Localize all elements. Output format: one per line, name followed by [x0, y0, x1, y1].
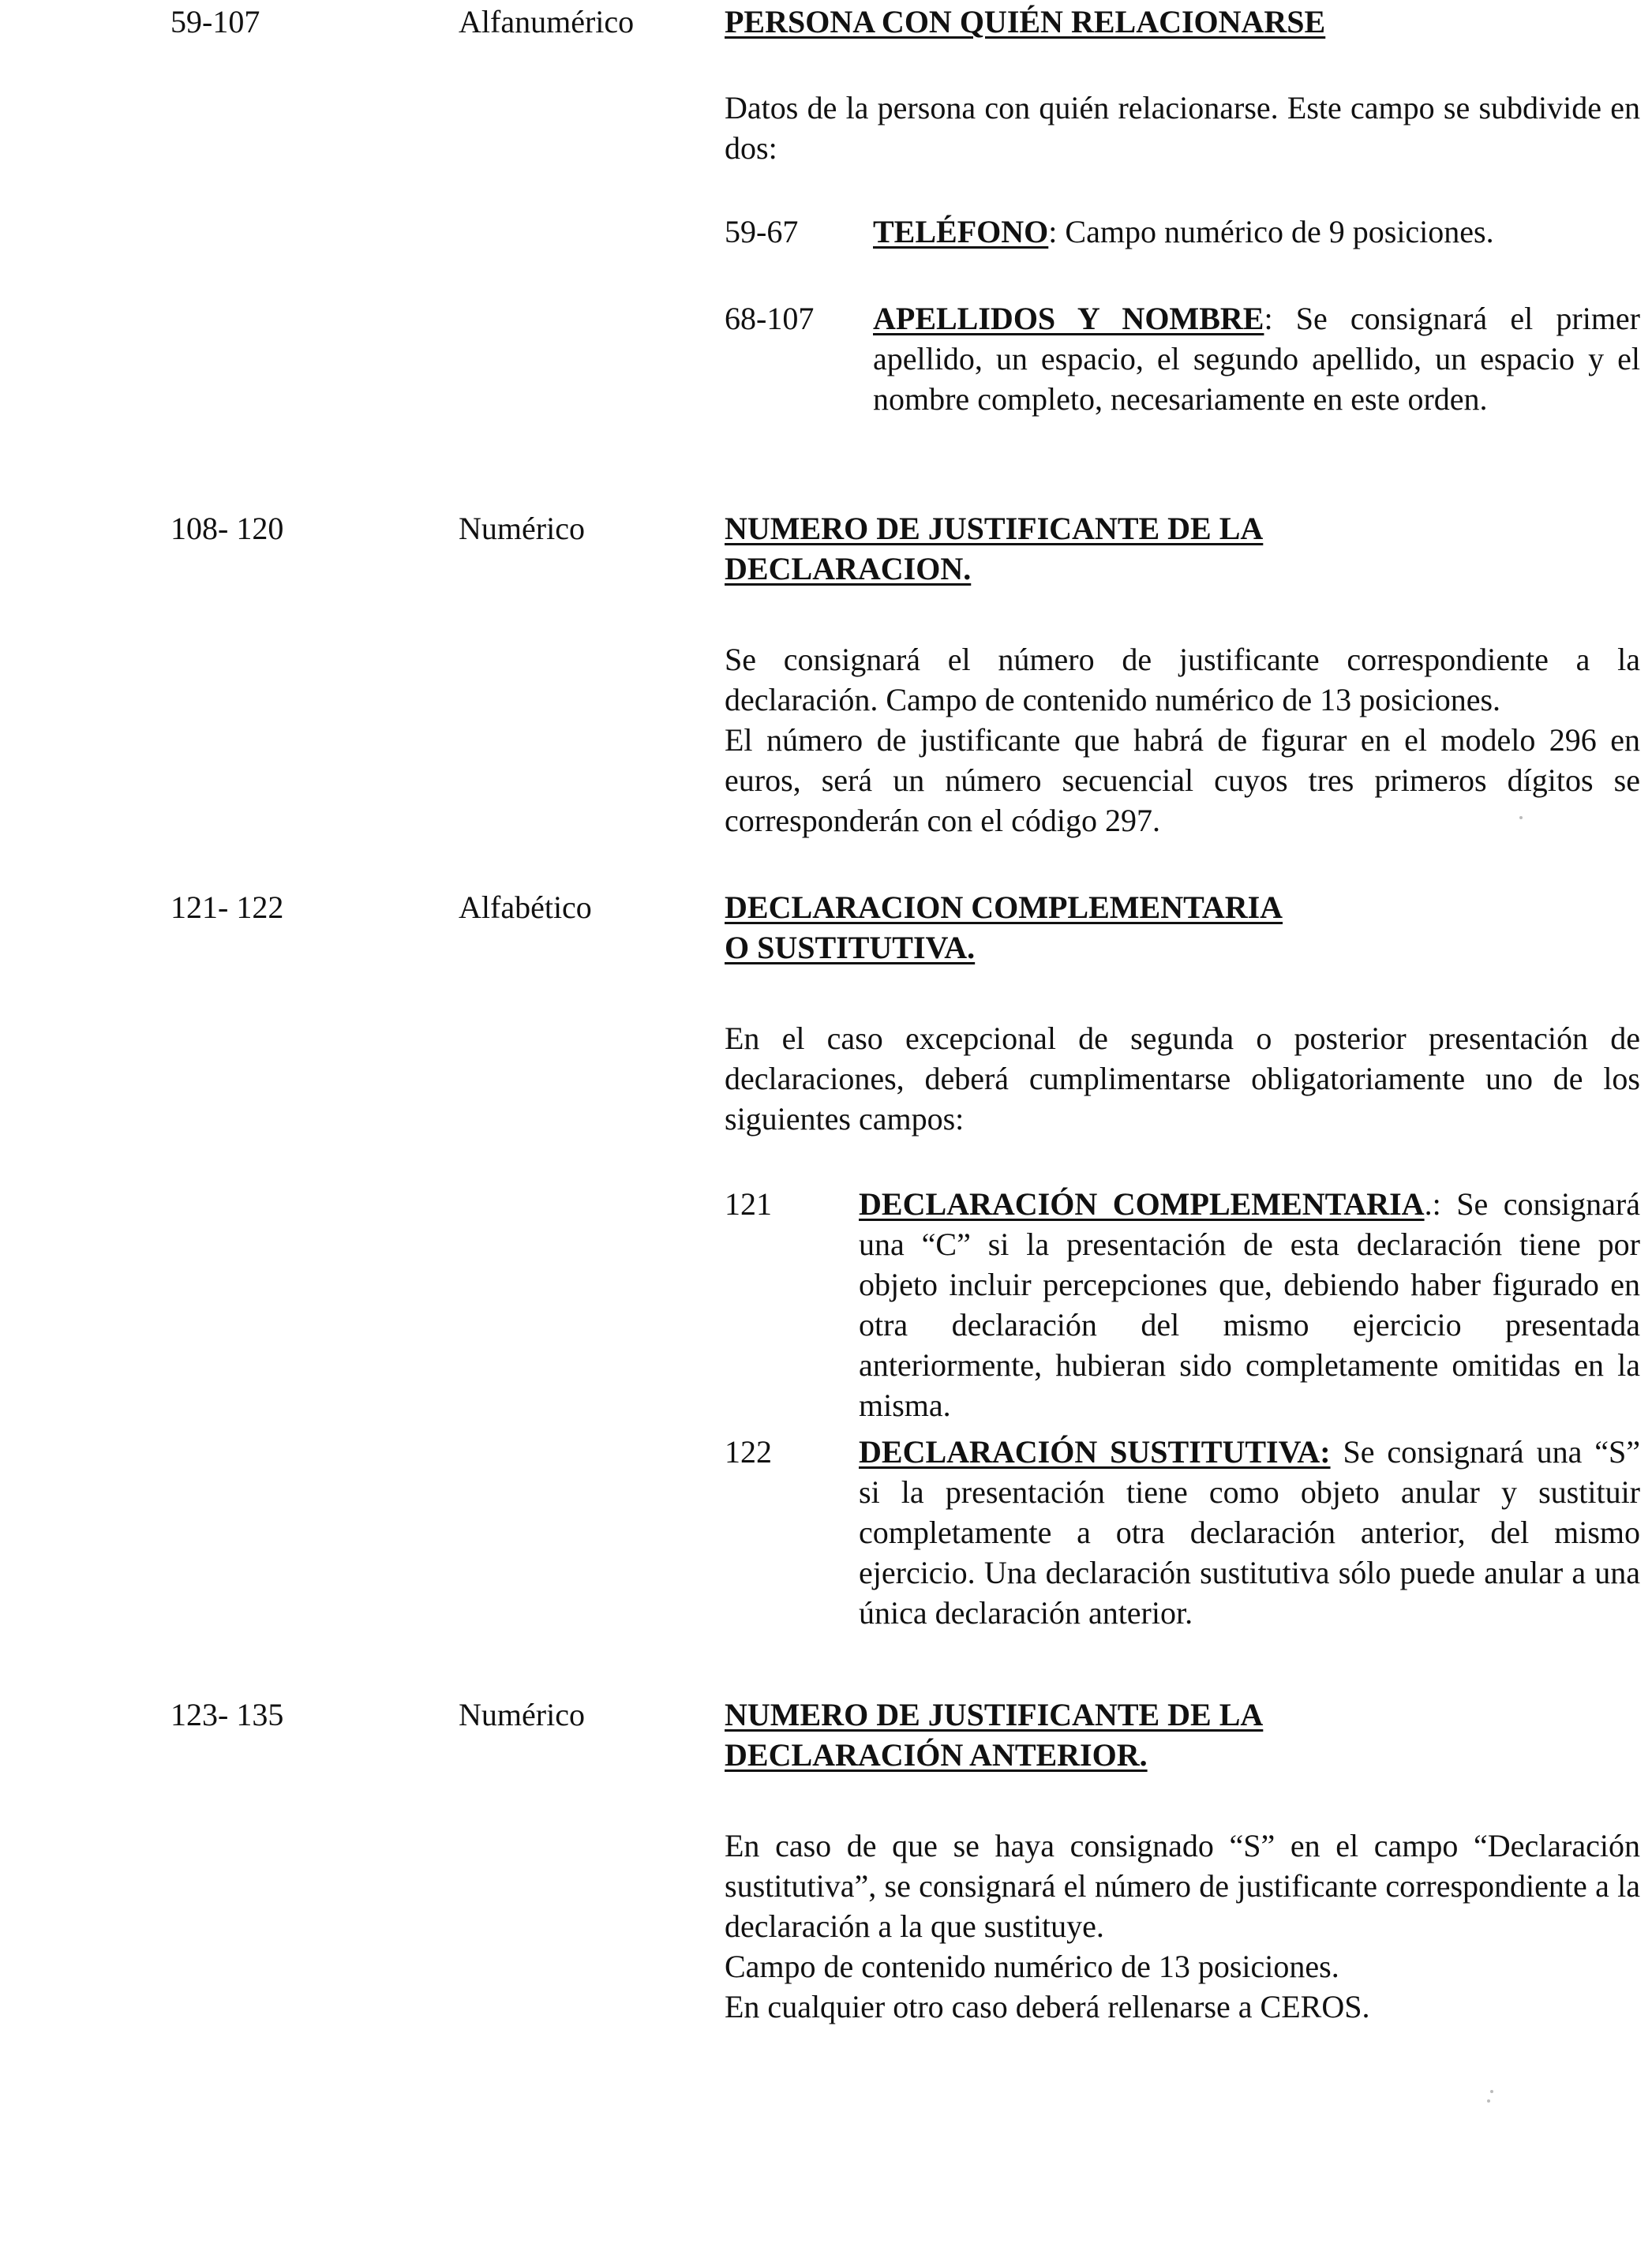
subfield-text: Se consignará el primer apellido, un espacio, el segundo apellido, un espacio y el nombre completo, necesariamente en este orden.	[873, 301, 1640, 417]
paragraph-line: El número de justificante que habrá de figurar en el modelo 296 en euros, será un número secuencial cuyos tres primeros dígitos se corresponderán con el código 297.	[725, 722, 1640, 838]
field-title-line: O SUSTITUTIVA.	[725, 930, 976, 965]
subfield-separator: :	[1264, 301, 1273, 336]
subfield-separator: .:	[1424, 1186, 1441, 1222]
field-title-line: NUMERO DE JUSTIFICANTE DE LA	[725, 1697, 1264, 1732]
field-type: Alfabético	[459, 889, 592, 925]
subfield-text: Se consignará una “S” si la presentación tiene como objeto anular y sustituir completamente a otra declaración anterior, del mismo ejercicio. Una declaración sustitutiva sólo puede anular a una única declaración anterior.	[859, 1434, 1640, 1631]
field-title	[725, 508, 1263, 589]
scan-speck	[1490, 2090, 1493, 2093]
subfield-code: 122	[725, 1434, 772, 1470]
field-type: Numérico	[459, 511, 585, 546]
scan-speck	[1487, 2099, 1490, 2103]
field-title-line: DECLARACION COMPLEMENTARIA	[725, 889, 1283, 925]
field-type: Numérico	[459, 1697, 585, 1732]
subfield-code: 59-67	[725, 214, 799, 249]
subfield-description	[859, 1184, 1640, 1425]
field-range: 121- 122	[170, 889, 284, 925]
subfield-description	[873, 212, 1640, 252]
field-description	[725, 639, 1640, 841]
field-range: 108- 120	[170, 511, 284, 546]
field-title-line: PERSONA CON QUIÉN RELACIONARSE	[725, 4, 1326, 39]
subfield-description	[873, 298, 1640, 419]
field-range: 123- 135	[170, 1697, 284, 1732]
field-range: 59-107	[170, 4, 260, 39]
paragraph-line: En caso de que se haya consignado “S” en el campo “Declaración sustitutiva”, se consignará el número de justificante correspondiente a la declaración a la que sustituye.	[725, 1828, 1640, 1944]
field-description	[725, 1826, 1640, 2027]
paragraph-line: En cualquier otro caso deberá rellenarse a CEROS.	[725, 1989, 1370, 2024]
subfield-label: DECLARACIÓN COMPLEMENTARIA	[859, 1186, 1425, 1222]
field-description: En el caso excepcional de segunda o posterior presentación de declaraciones, deberá cumplimentarse obligatoriamente uno de los siguientes campos:	[725, 1021, 1640, 1137]
paragraph-line: Se consignará el número de justificante correspondiente a la declaración. Campo de contenido numérico de 13 posiciones.	[725, 642, 1640, 717]
field-title-line: NUMERO DE JUSTIFICANTE DE LA	[725, 511, 1264, 546]
field-description: Datos de la persona con quién relacionarse. Este campo se subdivide en dos:	[725, 90, 1640, 166]
field-type: Alfanumérico	[459, 4, 635, 39]
subfield-label: APELLIDOS Y NOMBRE	[873, 301, 1264, 336]
subfield-label: TELÉFONO	[873, 214, 1049, 249]
field-title	[725, 2, 1325, 42]
paragraph-line: Campo de contenido numérico de 13 posiciones.	[725, 1949, 1339, 1984]
field-title-line: DECLARACION.	[725, 551, 972, 586]
subfield-separator: :	[1048, 214, 1058, 249]
subfield-text: Se consignará una “C” si la presentación de esta declaración tiene por objeto incluir percepciones que, debiendo haber figurado en otra declaración del mismo ejercicio presentada anteriormente, hubieran sido completamente omitidas en la misma.	[859, 1186, 1640, 1423]
subfield-text: Campo numérico de 9 posiciones.	[1057, 214, 1494, 249]
subfield-label: DECLARACIÓN SUSTITUTIVA:	[859, 1434, 1331, 1470]
field-title-line: DECLARACIÓN ANTERIOR.	[725, 1737, 1148, 1773]
scan-speck	[1519, 816, 1523, 819]
field-title	[725, 1695, 1263, 1775]
subfield-description	[859, 1432, 1640, 1633]
subfield-code: 68-107	[725, 301, 815, 336]
field-title	[725, 887, 1283, 968]
subfield-code: 121	[725, 1186, 772, 1222]
